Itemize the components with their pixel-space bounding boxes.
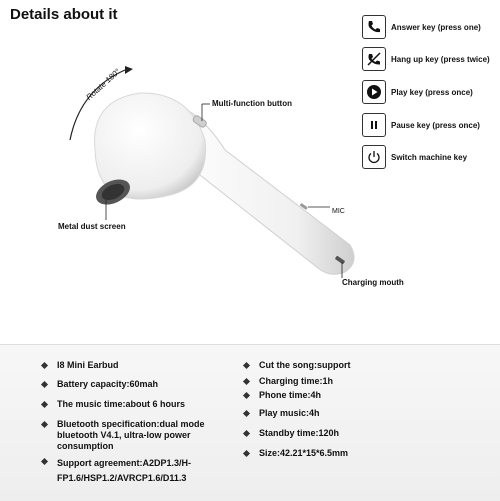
play-icon [362, 80, 386, 104]
bullet-icon [243, 362, 250, 369]
key-label: Answer key (press one) [391, 22, 481, 32]
spec-item: Phone time:4h [244, 390, 444, 401]
hang-up-icon [362, 47, 386, 71]
mic-label: MIC [332, 208, 345, 215]
spec-item: Support agreement:A2DP1.3/H-FP1.6/HSP1.2/AVRCP1.6/D11.3 [42, 456, 217, 486]
spec-item: Cut the song:support [244, 360, 444, 371]
multifunction-button-label: Multi-function button [212, 99, 292, 108]
spec-item: Charging time:1h [244, 376, 444, 387]
bullet-icon [41, 401, 48, 408]
bullet-icon [243, 450, 250, 457]
bullet-icon [41, 458, 48, 465]
bullet-icon [243, 392, 250, 399]
spec-item: Size:42.21*15*6.5mm [244, 448, 444, 459]
bullet-icon [41, 362, 48, 369]
key-label: Switch machine key [391, 152, 468, 162]
spec-item: I8 Mini Earbud [42, 360, 242, 371]
specs-panel [0, 344, 500, 501]
key-row-pause [362, 111, 500, 139]
page-title: Details about it [10, 6, 118, 23]
bullet-icon [243, 378, 250, 385]
metal-dust-screen-label: Metal dust screen [58, 222, 126, 231]
spec-item: Standby time:120h [244, 428, 444, 439]
key-row-play [362, 78, 500, 106]
bullet-icon [41, 381, 48, 388]
spec-item: Battery capacity:60mah [42, 379, 242, 390]
spec-item: Play music:4h [244, 408, 444, 419]
power-icon [362, 145, 386, 169]
key-row-power [362, 143, 500, 171]
charging-mouth-label: Charging mouth [342, 278, 404, 287]
bullet-icon [41, 421, 48, 428]
bullet-icon [243, 430, 250, 437]
key-label: Play key (press once) [391, 87, 473, 97]
bullet-icon [243, 410, 250, 417]
spec-item: Bluetooth specification:dual mode bluetooth V4.1, ultra-low power consumption [42, 419, 230, 452]
phone-icon [362, 15, 386, 39]
pause-icon [362, 113, 386, 137]
rotate-label: Rotate 180° [84, 66, 122, 103]
key-row-hang-up [362, 45, 500, 73]
spec-item: The music time:about 6 hours [42, 399, 242, 410]
key-row-answer [362, 13, 500, 41]
key-label: Pause key (press once) [391, 120, 480, 130]
key-label: Hang up key (press twice) [391, 54, 490, 64]
